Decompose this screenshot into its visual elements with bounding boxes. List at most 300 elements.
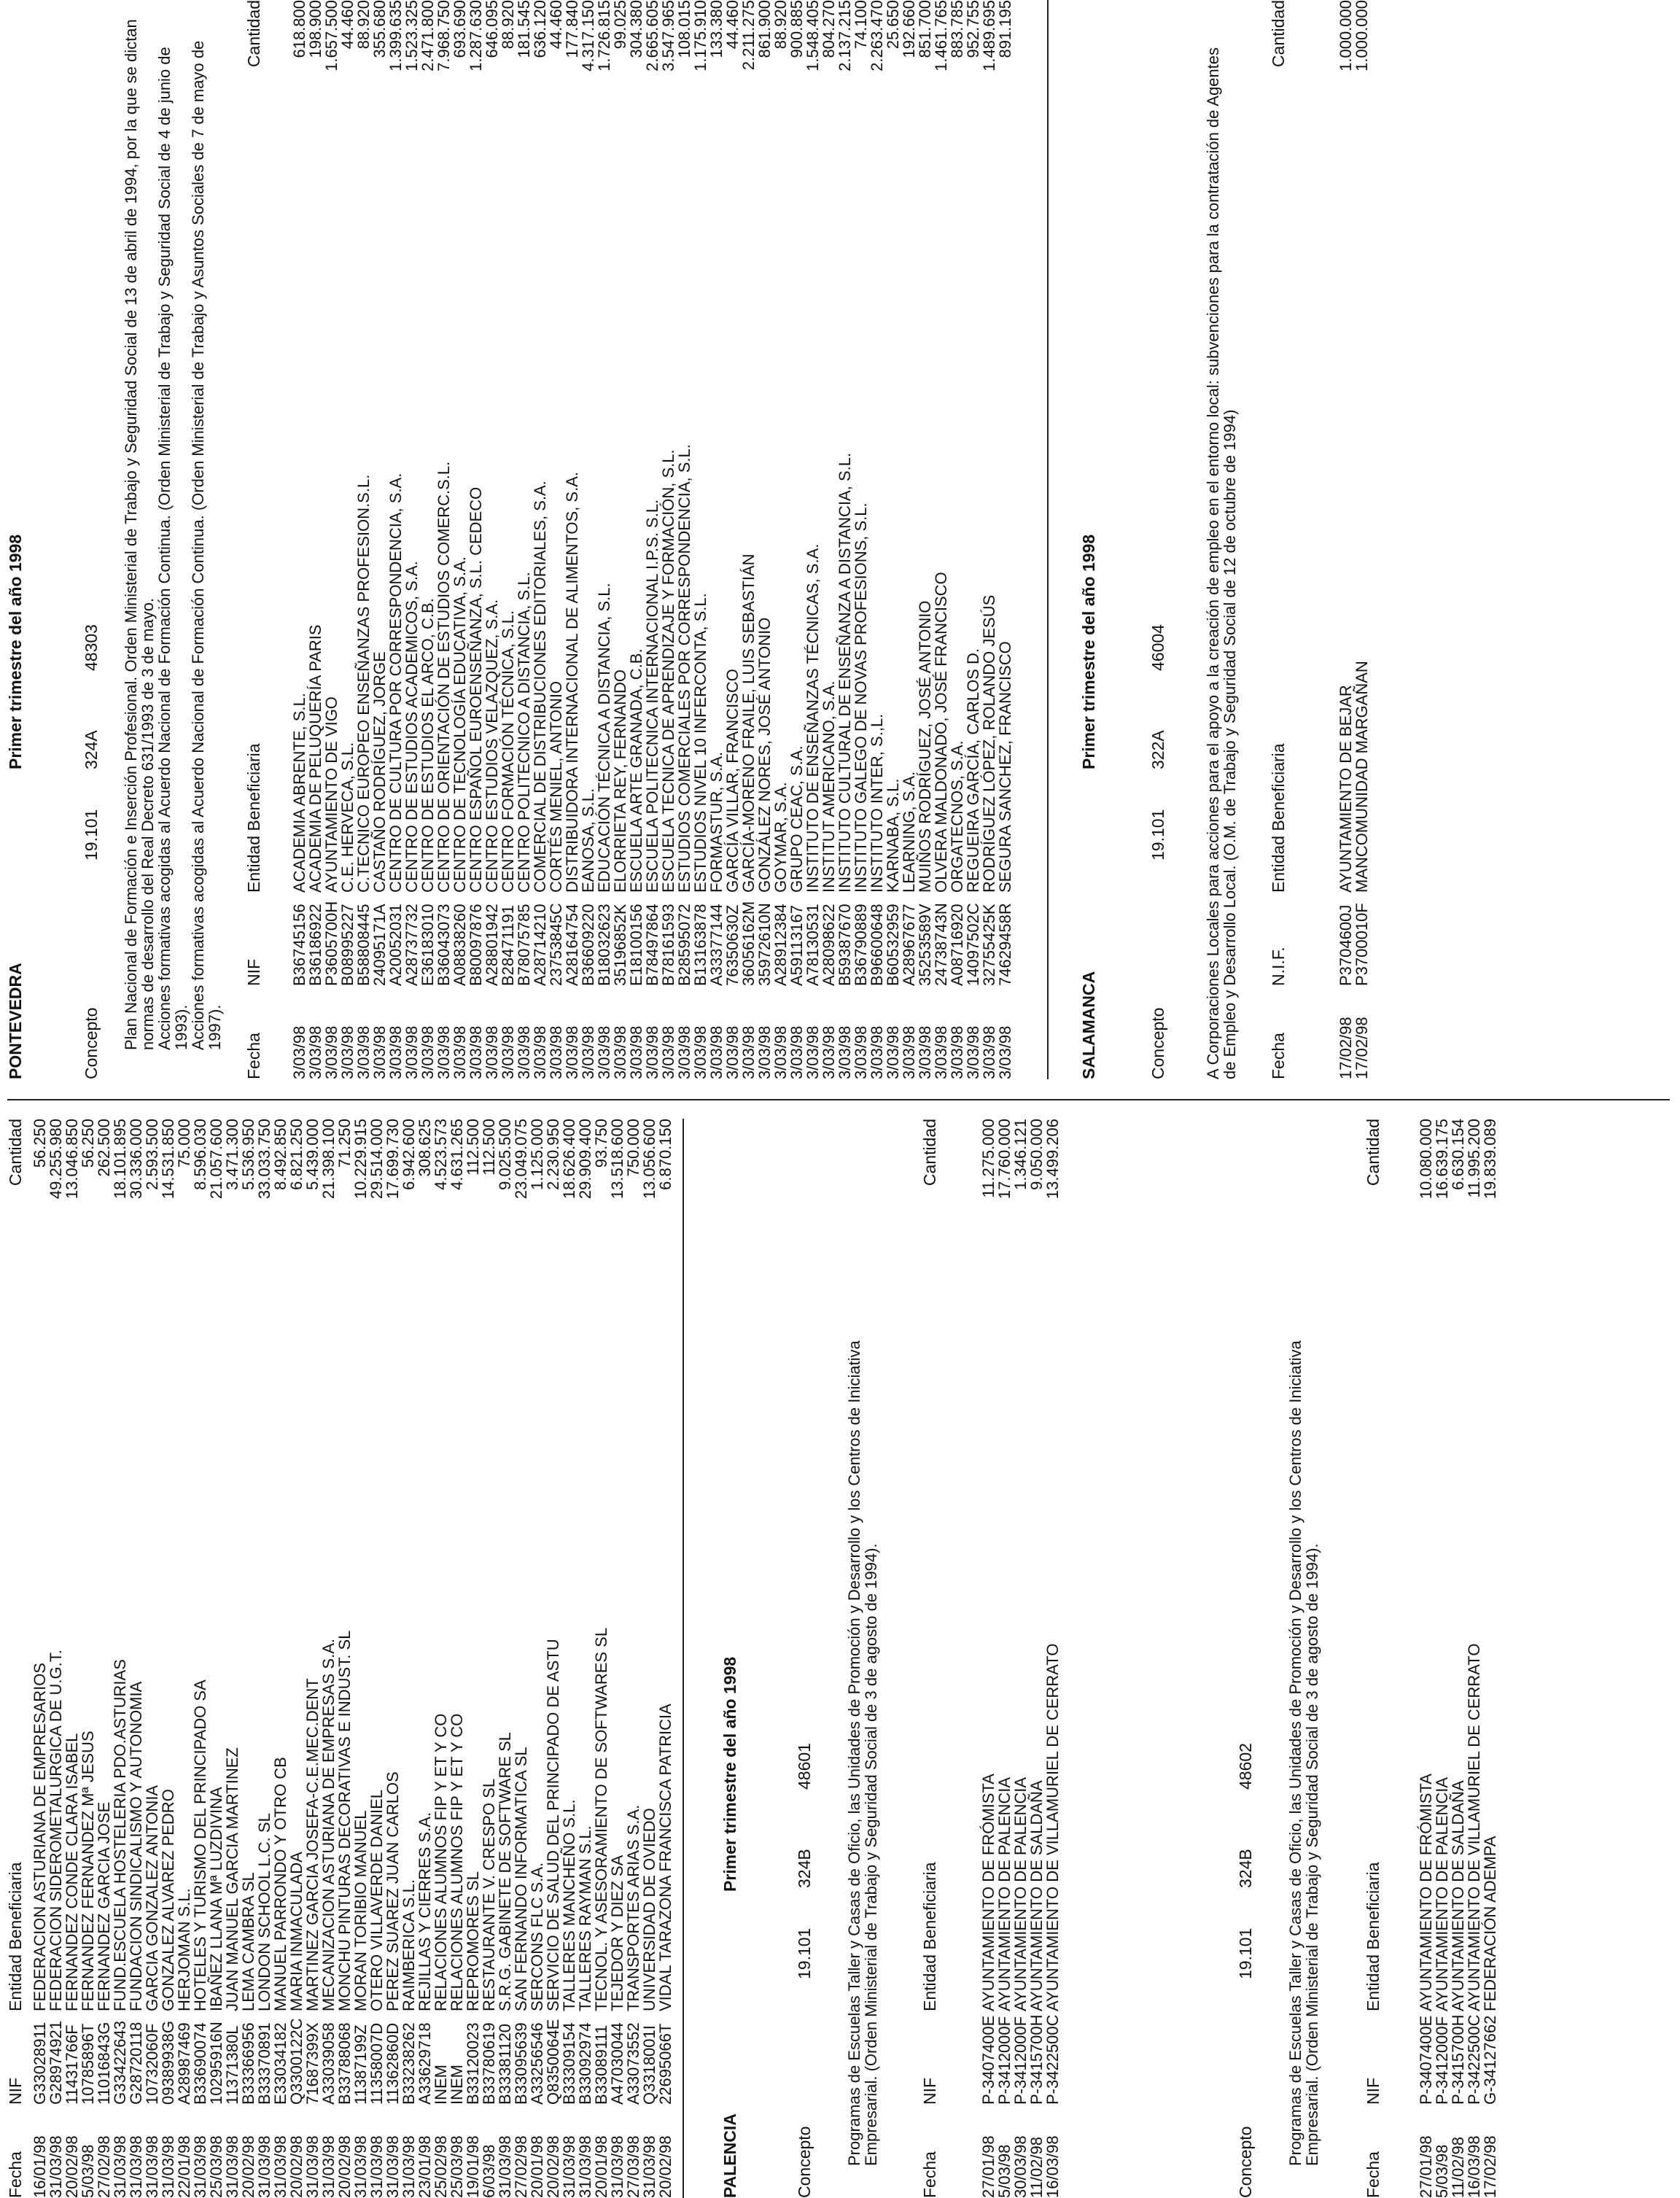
cell-fecha: 3/03/98 [354, 1025, 373, 1079]
cell-nif: B78075785 [515, 904, 533, 986]
table-row [837, 0, 853, 1079]
table-row [933, 0, 949, 1079]
header-nif: NIF [920, 2077, 939, 2105]
cell-entidad: CENTRO DE CULTURA POR CORRESPONDENCIA, S.A. [386, 473, 405, 893]
cell-cantidad: 56.250 [79, 1119, 97, 1168]
cell-entidad: OTERO VILLAVERDE DANIEL [368, 1789, 386, 2011]
cell-fecha: 31/03/98 [127, 2135, 145, 2198]
cell-cantidad: 6.870.150 [656, 1119, 674, 1190]
cell-entidad: MORAN TORIBIO MANUEL [351, 1810, 370, 2011]
cell-fecha: 31/03/98 [303, 2135, 322, 2198]
cell-cantidad: 693.690 [451, 0, 469, 58]
cell-entidad: OLVERA MALDONADO, JOSÉ FRANCISCO [932, 572, 950, 893]
table-row [561, 1119, 578, 2198]
cell-fecha: 31/03/98 [368, 2135, 386, 2198]
cell-entidad: DISTRIBUIDORA INTERNACIONAL DE ALIMENTOS, S.A. [563, 471, 581, 893]
cell-cantidad: 1.489.695 [980, 0, 998, 71]
cell-cantidad: 636.120 [531, 0, 549, 58]
table-row [1354, 0, 1370, 1079]
cell-fecha: 3/03/98 [900, 1025, 918, 1079]
cell-entidad: TALLERES MANCHEÑO S.L. [560, 1799, 578, 2011]
top-table [32, 1119, 674, 2198]
cell-fecha: 25/03/98 [207, 2135, 225, 2198]
cell-fecha: 3/03/98 [370, 1025, 389, 1079]
table-row [564, 0, 580, 1079]
table-row [548, 0, 564, 1079]
cell-nif: P-3422500C [1043, 2014, 1062, 2105]
palencia-b-body [1418, 1119, 1498, 2198]
cell-nif: 14097502C [964, 903, 982, 986]
table-row [404, 0, 420, 1079]
cell-fecha: 3/03/98 [306, 1025, 324, 1079]
table-row [594, 1119, 610, 2198]
concept-code1: 19.101 [1148, 809, 1167, 861]
table-row [997, 1119, 1013, 2198]
palencia-a-body [981, 1119, 1061, 2198]
cell-cantidad: 75.000 [175, 1119, 193, 1168]
cell-nif: P-3412000F [1011, 2016, 1030, 2105]
cell-fecha: 31/03/98 [143, 2135, 161, 2198]
table-row [612, 0, 629, 1079]
table-row [629, 0, 645, 1079]
cell-nif: A33629718 [416, 2022, 434, 2105]
cell-cantidad: 851.700 [916, 0, 934, 58]
table-row [981, 1119, 997, 2198]
cell-entidad: LEARNING, S.A. [900, 771, 918, 893]
cell-nif: B33780619 [480, 2022, 498, 2105]
cell-nif: B33366956 [239, 2022, 257, 2105]
table-row [289, 1119, 305, 2198]
table-row [693, 0, 709, 1079]
concept-code3: 48303 [82, 624, 101, 671]
palencia-a-header [920, 1119, 939, 2198]
cell-cantidad: 4.631.265 [448, 1119, 466, 1190]
cell-entidad: KARNABA, S.L. [884, 778, 902, 893]
table-row [998, 0, 1014, 1079]
cell-nif: A78130531 [804, 904, 822, 986]
cell-cantidad: 30.336.000 [127, 1119, 145, 1200]
cell-entidad: ESCUELA TECNICA DE APRENDIZAJE Y FORMACIÓN, S.L. [659, 449, 677, 893]
table-row [513, 1119, 529, 2198]
cell-fecha: 31/03/98 [608, 2135, 626, 2198]
cell-entidad: REPROMORES SL [464, 1871, 482, 2011]
cell-nif: G33422643 [111, 2021, 129, 2105]
pontevedra-desc-2: Acciones formativas acogidas al Acuerdo Nacional de Formación Continua. (Orden Ministerial de Trabajo y Seguridad Social de 4 de junio de 1993). [155, 47, 190, 1050]
salamanca-desc: A Corporaciones Locales para acciones para el apoyo a la creación de empleo en el entorno local: subvenciones para la contratación de Agentes de Empleo y Desarrollo Local. (O.M. de Trabajo y Seguridad Social de 12 de octubre de 1994) [1204, 47, 1239, 1079]
cell-entidad: EDUCACIÓN TÉCNICA A DISTANCIA, S.L. [595, 583, 613, 893]
cell-entidad: HOTELES Y TURISMO DEL PRINCIPADO SA [191, 1679, 209, 2011]
cell-nif: 11016843G [95, 2022, 113, 2105]
cell-entidad: AYUNTAMIENTO DE FRÓMISTA [979, 1774, 998, 2011]
pontevedra-title: PONTEVEDRA [6, 963, 25, 1079]
cell-cantidad: 1.657.500 [322, 0, 341, 71]
cell-cantidad: 304.380 [627, 0, 645, 58]
cell-nif: A47030044 [608, 2022, 626, 2105]
cell-fecha: 31/03/98 [640, 2135, 658, 2198]
cell-fecha: 3/03/98 [547, 1025, 565, 1079]
cell-cantidad: 308.625 [416, 1119, 434, 1177]
cell-cantidad: 5.536.950 [239, 1119, 257, 1190]
cell-fecha: 17/02/98 [1353, 1017, 1371, 1079]
table-row [1013, 1119, 1029, 2198]
cell-cantidad: 7.968.750 [435, 0, 453, 71]
separator [682, 1119, 684, 2198]
cell-cantidad: 1.125.000 [528, 1119, 546, 1190]
cell-entidad: FEDERACION ASTURIANA DE EMPRESARIOS [31, 1663, 49, 2011]
cell-cantidad: 2.211.275 [739, 0, 758, 71]
cell-entidad: AYUNTAMIENTO DE VILLAMURIEL DE CERRATO [1465, 1643, 1483, 2011]
cell-entidad: CORTÉS MENIEL, ANTONIO [547, 680, 565, 893]
cell-fecha: 3/03/98 [884, 1025, 902, 1079]
cell-nif: A33039058 [319, 2022, 338, 2105]
cell-fecha: 31/03/98 [223, 2135, 241, 2198]
cell-entidad: AYUNTAMIENTO DE FRÓMISTA [1417, 1774, 1435, 2011]
palencia-title: PALENCIA [720, 2113, 739, 2198]
cell-entidad: AYUNTAMIENTO DE PALENCIA [1433, 1776, 1451, 2011]
table-row [1029, 1119, 1045, 2198]
table-row [1045, 1119, 1061, 2198]
cell-entidad: CENTRO FORMACIÓN TÉCNICA, S.L. [499, 610, 517, 893]
header-fecha: Fecha [920, 2151, 939, 2198]
cell-cantidad: 750.000 [624, 1119, 642, 1177]
table-row [949, 0, 965, 1079]
header-nif: NIF [6, 2077, 25, 2105]
cell-entidad: INSTITUT AMERICANO, S.A. [820, 680, 838, 893]
cell-cantidad: 2.263.470 [868, 0, 886, 71]
cell-fecha: 23/01/98 [416, 2135, 434, 2198]
cell-cantidad: 21.057.600 [207, 1119, 225, 1200]
cell-fecha: 3/03/98 [852, 1025, 870, 1079]
cell-nif: B33120023 [464, 2022, 482, 2105]
cell-entidad: GRUPO CEAC, S.A. [788, 745, 806, 893]
cell-cantidad: 88.920 [354, 0, 373, 50]
salamanca-header [1269, 0, 1288, 1079]
right-column [0, 0, 1680, 1079]
cell-entidad: MECANIZACION ASTURIANA DE EMPRESAS S.A. [319, 1639, 338, 2011]
cell-entidad: FORMASTUR, S.A. [707, 751, 726, 893]
cell-entidad: FERNANDEZ CONDE CLARA ISABEL [63, 1733, 81, 2011]
cell-cantidad: 25.650 [884, 0, 902, 50]
table-row [658, 1119, 674, 2198]
cell-entidad: C.E. HERVECA, S.L. [338, 742, 357, 893]
cell-cantidad: 44.460 [547, 0, 565, 50]
cell-fecha: 31/03/98 [400, 2135, 418, 2198]
cell-nif: 35196852K [611, 904, 629, 986]
cell-fecha: 3/03/98 [836, 1025, 854, 1079]
cell-nif: B28595072 [675, 904, 693, 986]
separator [1047, 0, 1049, 1079]
table-row [449, 1119, 465, 2198]
table-row [741, 0, 757, 1079]
cell-cantidad: 49.255.980 [47, 1119, 65, 1200]
table-row [257, 1119, 273, 2198]
cell-cantidad: 13.518.600 [608, 1119, 626, 1200]
cell-nif: B33095639 [512, 2022, 530, 2105]
palencia-b-header [1364, 1119, 1382, 2198]
cell-entidad: ELORRIETA REY, FERNANDO [611, 669, 629, 893]
cell-cantidad: 108.015 [675, 0, 693, 58]
cell-cantidad: 5.439.000 [303, 1119, 322, 1190]
cell-cantidad: 952.755 [964, 0, 982, 58]
cell-nif: A33377144 [707, 904, 726, 986]
table-row [917, 0, 933, 1079]
cell-cantidad: 2.665.605 [643, 0, 661, 71]
cell-cantidad: 1.461.765 [932, 0, 950, 71]
cell-entidad: RAIMBERICA S.L. [400, 1879, 418, 2011]
cell-entidad: C.TECNICO EUROPEO ENSEÑANZAS PROFESION.S.L. [354, 474, 373, 893]
cell-entidad: AYUNTAMIENTO DE VILLAMURIEL DE CERRATO [1043, 1643, 1062, 2011]
cell-nif: P3605700H [322, 901, 341, 986]
cell-fecha: 22/01/98 [175, 2135, 193, 2198]
cell-nif: Q3318001I [640, 2025, 658, 2105]
pontevedra-desc-3: Acciones formativas acogidas al Acuerdo Nacional de Formación Continua. (Orden Ministerial de Trabajo y Asuntos Sociales de 7 de mayo de 1997). [189, 40, 224, 1050]
table-row [324, 0, 340, 1079]
cell-fecha: 3/03/98 [916, 1025, 934, 1079]
cell-cantidad: 17.699.730 [384, 1119, 402, 1200]
cell-nif: G33028911 [31, 2022, 49, 2105]
cell-entidad: ESCUELA POLITECNICA INTERNACIONAL I.P.S. S.L. [643, 499, 661, 893]
palencia-trimestre: Primer trimestre del año 1998 [720, 1656, 739, 1892]
cell-nif: 24738743N [932, 903, 950, 986]
table-row [144, 1119, 160, 2198]
cell-cantidad: 646.095 [483, 0, 501, 58]
cell-entidad: AYUNTAMIENTO DE BEJAR [1337, 685, 1355, 893]
cell-cantidad: 1.287.630 [467, 0, 485, 71]
cell-nif: 10785896T [79, 2023, 97, 2105]
table-row [401, 1119, 417, 2198]
cell-cantidad: 355.680 [370, 0, 389, 58]
cell-entidad: AYUNTAMIENTO DE PALENCIA [1011, 1776, 1030, 2011]
cell-fecha: 3/03/98 [402, 1025, 421, 1079]
cell-entidad: ESTUDIOS NIVEL 10 INFERCONTA, S.L. [691, 593, 709, 893]
cell-fecha: 31/03/98 [351, 2135, 370, 2198]
cell-nif: A59113167 [788, 905, 806, 986]
table-row [337, 1119, 353, 2198]
pontevedra-desc [122, 0, 223, 1050]
cell-fecha: 17/02/98 [1481, 2135, 1499, 2198]
cell-entidad: FERNANDEZ GARCIA JOSE [95, 1801, 113, 2011]
table-row [433, 1119, 449, 2198]
cell-cantidad: 618.800 [290, 0, 308, 58]
cell-fecha: 3/03/98 [643, 1025, 661, 1079]
cell-entidad: TRANSPORTES ARIAS S.A. [624, 1804, 642, 2011]
concept-code1: 19.101 [795, 1927, 814, 1979]
concept-label: Concepto [1148, 1007, 1167, 1079]
cell-fecha: 3/03/98 [611, 1025, 629, 1079]
table-row [385, 1119, 401, 2198]
cell-entidad: EANOSA, S.L. [579, 788, 597, 893]
cell-entidad: VIDAL TARAZONA FRANCISCA PATRICIA [656, 1704, 674, 2011]
cell-nif: B78497864 [643, 904, 661, 986]
pontevedra-table [292, 0, 1014, 1079]
table-row [32, 1119, 48, 2198]
cell-cantidad: 4.523.573 [432, 1119, 450, 1190]
header-entidad: Entidad Beneficiaria [1269, 743, 1288, 893]
table-row [901, 0, 917, 1079]
header-fecha: Fecha [1269, 1033, 1288, 1079]
cell-cantidad: 16.639.175 [1433, 1119, 1451, 1200]
cell-nif: E36183010 [419, 904, 437, 986]
cell-entidad: HERJOMAN S.L. [175, 1888, 193, 2011]
cell-nif: INEM [448, 2065, 466, 2105]
cell-cantidad: 861.900 [755, 0, 774, 58]
table-row [48, 1119, 64, 2198]
cell-fecha: 3/03/98 [483, 1025, 501, 1079]
cell-cantidad: 2.471.800 [419, 0, 437, 71]
header-cantidad: Cantidad [6, 1119, 25, 1187]
cell-fecha: 31/03/98 [255, 2135, 273, 2198]
table-row [340, 0, 356, 1079]
cell-fecha: 5/03/98 [1433, 2144, 1451, 2198]
cell-fecha: 3/03/98 [659, 1025, 677, 1079]
cell-nif: P-3415700H [1449, 2014, 1467, 2105]
cell-cantidad: 883.785 [948, 0, 966, 58]
cell-nif: B80097876 [467, 904, 485, 986]
header-cantidad: Cantidad [244, 0, 263, 68]
cell-fecha: 3/03/98 [322, 1025, 341, 1079]
salamanca-body [1338, 0, 1370, 1079]
cell-cantidad: 8.492.850 [271, 1119, 289, 1190]
cell-fecha: 3/03/98 [707, 1025, 726, 1079]
cell-nif: 11371380L [223, 2025, 241, 2105]
cell-cantidad: 6.821.250 [287, 1119, 306, 1190]
cell-cantidad: 33.033.750 [255, 1119, 273, 1200]
table-row [805, 0, 821, 1079]
table-row [610, 1119, 626, 2198]
cell-entidad: SEGURA SANCHEZ, FRANCISCO [996, 641, 1014, 893]
cell-fecha: 3/03/98 [467, 1025, 485, 1079]
cell-entidad: INSTITUTO GALEGO DE NOVAS PROFESIONS, S.L. [852, 502, 870, 893]
cell-entidad: TECNOL. Y ASESORAMIENTO DE SOFTWARES SL [592, 1627, 610, 2011]
concept-code2: 324B [795, 1849, 814, 1888]
concept-code3: 48601 [795, 1743, 814, 1790]
table-row [452, 0, 468, 1079]
cell-entidad: PEREZ SUAREZ JUAN CARLOS [384, 1771, 402, 2011]
cell-fecha: 31/03/98 [111, 2135, 129, 2198]
cell-nif: B33381120 [496, 2024, 514, 2105]
table-row [1434, 1119, 1450, 2198]
cell-nif: B58808445 [354, 904, 373, 986]
cell-entidad: LONDON SCHOOL L.C. SL [255, 1813, 273, 2011]
palencia-desc-a: Programas de Escuelas Taller y Casas de Oficio, las Unidades de Promoción y Desarrollo y los Centros de Iniciativa Empresarial. (Orden Ministerial de Trabajo y Seguridad Social de 3 de agosto de 1994). [845, 1340, 880, 2166]
cell-nif: P-3412000F [995, 2016, 1014, 2105]
palencia-concept-b [1236, 1688, 1256, 2198]
cell-entidad: FEDERACION SIDEROMETALURGICA DE U.G.T. [47, 1650, 65, 2011]
cell-nif: 11431766F [63, 2024, 81, 2105]
cell-nif: P-3407400E [979, 2015, 998, 2105]
cell-nif: P-3422500C [1465, 2014, 1483, 2105]
cell-nif: G-34127662 [1481, 2015, 1499, 2105]
table-row [789, 0, 805, 1079]
cell-cantidad: 14.531.850 [159, 1119, 177, 1200]
concept-code2: 322A [1148, 730, 1167, 769]
cell-cantidad: 88.920 [771, 0, 790, 50]
cell-fecha: 31/03/98 [47, 2135, 65, 2198]
cell-nif: A28967677 [900, 904, 918, 986]
cell-fecha: 25/03/98 [448, 2135, 466, 2198]
cell-fecha: 3/03/98 [531, 1025, 549, 1079]
cell-fecha: 20/01/98 [528, 2135, 546, 2198]
cell-entidad: RELACIONES ALUMNOS FIP Y ET Y CO [448, 1713, 466, 2011]
cell-cantidad: 9.050.000 [1027, 1119, 1046, 1190]
concept-code2: 324B [1236, 1849, 1255, 1888]
table-row [468, 0, 484, 1079]
concept-code1: 19.101 [82, 809, 101, 861]
cell-fecha: 3/03/98 [338, 1025, 357, 1079]
header-nif: N.I.F. [1269, 947, 1288, 986]
table-row [642, 1119, 658, 2198]
table-row [725, 0, 741, 1079]
cell-entidad: IBAÑEZ LLANA Mª LUZDIVINA [207, 1787, 225, 2011]
cell-nif: A28801942 [483, 904, 501, 986]
cell-nif: Q3300122C [287, 2018, 306, 2105]
cell-fecha: 3/03/98 [435, 1025, 453, 1079]
cell-nif: B59387670 [836, 904, 854, 986]
cell-nif: 36056162M [739, 901, 758, 986]
cell-nif: B18032623 [595, 904, 613, 986]
cell-nif: B36609220 [579, 904, 597, 986]
cell-entidad: TALLERES RAYMAN S.L. [576, 1825, 594, 2011]
cell-nif: B33309154 [560, 2022, 578, 2105]
cell-cantidad: 804.270 [820, 0, 838, 58]
table-row [420, 0, 436, 1079]
cell-entidad: CENTRO DE TECNOLOGÍA EDUCATIVA, S.A. [451, 556, 469, 893]
cell-cantidad: 1.726.815 [595, 0, 613, 71]
top-table-body [32, 1119, 674, 2198]
cell-entidad: RODRÍGUEZ LÓPEZ, ROLANDO JESÚS [980, 594, 998, 893]
cell-fecha: 30/03/98 [1011, 2135, 1030, 2198]
table-row [578, 1119, 594, 2198]
cell-entidad: SERVICIO DE SALUD DEL PRINCIPADO DE ASTU [544, 1639, 562, 2011]
cell-cantidad: 1.000.000 [1337, 0, 1355, 71]
concept-code2: 324A [82, 730, 101, 769]
cell-cantidad: 1.523.325 [402, 0, 421, 71]
cell-cantidad: 2.230.950 [544, 1119, 562, 1190]
cell-cantidad: 71.250 [335, 1119, 354, 1168]
cell-entidad: INSTITUTO CULTURAL DE ENSEÑANZA A DISTANCIA, S.L. [836, 452, 854, 893]
cell-cantidad: 29.909.400 [576, 1119, 594, 1200]
cell-nif: 76350630Z [723, 904, 742, 986]
cell-nif: P-3412000F [1433, 2016, 1451, 2105]
concept-label: Concepto [1236, 2126, 1255, 2198]
cell-cantidad: 56.250 [31, 1119, 49, 1168]
table-row [757, 0, 773, 1079]
salamanca-trimestre: Primer trimestre del año 1998 [1079, 534, 1098, 769]
table-row [209, 1119, 225, 2198]
cell-nif: 35253589V [916, 904, 934, 986]
cell-entidad: MARIA INMACULADA [287, 1852, 306, 2011]
cell-nif: 09389938G [159, 2021, 177, 2105]
header-fecha: Fecha [244, 1033, 263, 1079]
table-row [388, 0, 404, 1079]
table-row [677, 0, 693, 1079]
cell-nif: B28471191 [499, 905, 517, 986]
cell-cantidad: 192.660 [900, 0, 918, 58]
cell-entidad: JUAN MANUEL GARCIA MARTINEZ [223, 1747, 241, 2011]
cell-cantidad: 4.317.150 [579, 0, 597, 71]
cell-nif: B78161593 [659, 904, 677, 986]
cell-fecha: 3/03/98 [804, 1025, 822, 1079]
cell-nif: B33788068 [335, 2022, 354, 2105]
cell-cantidad: 23.049.075 [512, 1119, 530, 1200]
table-row [1466, 1119, 1482, 2198]
cell-fecha: 27/01/98 [1417, 2135, 1435, 2198]
cell-nif: A28714210 [531, 904, 549, 986]
cell-nif: A33256546 [528, 2022, 546, 2105]
cell-fecha: 27/03/98 [624, 2135, 642, 2198]
palencia-a-table [981, 1119, 1061, 2198]
cell-entidad: ORGATECNOS, S.A. [948, 740, 966, 893]
